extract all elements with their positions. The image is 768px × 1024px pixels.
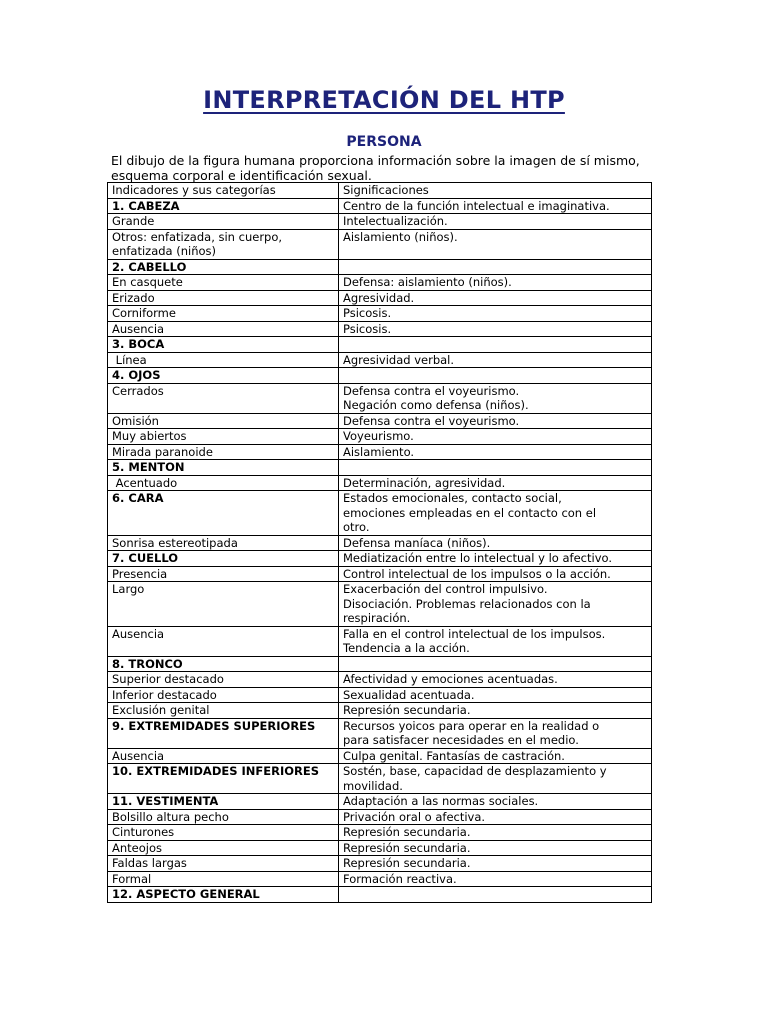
indicator-cell — [108, 429, 339, 445]
cell-line: Cinturones — [112, 825, 175, 839]
cell-line: Aislamiento. — [343, 444, 415, 459]
table-row — [108, 626, 652, 656]
meaning-cell — [339, 491, 652, 536]
indicator-cell — [108, 337, 339, 353]
cell-line — [343, 337, 647, 352]
indicator-cell — [108, 672, 339, 688]
cell-line: 6. CARA — [112, 491, 164, 505]
indicator-cell — [108, 748, 339, 764]
cell-line: Psicosis. — [343, 321, 392, 336]
table-row — [108, 444, 652, 460]
meaning-cell — [339, 259, 652, 275]
indicator-cell — [108, 290, 339, 306]
cell-line: Defensa contra el voyeurismo. — [343, 413, 520, 428]
category-row — [108, 718, 652, 748]
cell-line: Negación como defensa (niños). — [343, 398, 529, 412]
cell-line — [343, 368, 647, 383]
cell-line: Privación oral o afectiva. — [343, 809, 486, 824]
indicator-cell — [108, 840, 339, 856]
indicator-cell — [108, 703, 339, 719]
meaning-cell — [339, 535, 652, 551]
category-row — [108, 259, 652, 275]
meaning-cell — [339, 306, 652, 322]
meaning-cell — [339, 198, 652, 214]
header-indicators: Indicadores y sus categorías — [108, 183, 339, 199]
indicator-cell — [108, 214, 339, 230]
indicator-cell — [108, 491, 339, 536]
indicator-cell — [108, 275, 339, 291]
category-row — [108, 460, 652, 476]
indicator-cell — [108, 535, 339, 551]
meaning-cell — [339, 460, 652, 476]
table-row — [108, 475, 652, 491]
indicator-cell — [108, 229, 339, 259]
table-row — [108, 535, 652, 551]
cell-line: 10. EXTREMIDADES INFERIORES — [112, 764, 320, 778]
meaning-cell — [339, 748, 652, 764]
page-title-text: INTERPRETACIÓN DEL HTP — [203, 86, 565, 114]
cell-line: Corniforme — [112, 306, 176, 320]
cell-line — [343, 887, 647, 902]
cell-line: Omisión — [112, 413, 159, 428]
meaning-cell — [339, 275, 652, 291]
category-row — [108, 764, 652, 794]
meaning-cell — [339, 229, 652, 259]
table-row — [108, 290, 652, 306]
category-row — [108, 337, 652, 353]
cell-line: 8. TRONCO — [112, 656, 183, 671]
meaning-cell — [339, 566, 652, 582]
cell-line: Aislamiento (niños). — [343, 229, 458, 244]
cell-line: Determinación, agresividad. — [343, 475, 506, 490]
cell-line: Mediatización entre lo intelectual y lo afectivo. — [343, 551, 612, 565]
meaning-cell — [339, 871, 652, 887]
indicator-cell — [108, 582, 339, 627]
cell-line: 5. MENTON — [112, 460, 185, 474]
indicator-cell — [108, 566, 339, 582]
table-row — [108, 214, 652, 230]
indicator-cell — [108, 352, 339, 368]
cell-line: Ausencia — [112, 626, 165, 641]
cell-line: Exacerbación del control impulsivo. — [343, 582, 548, 596]
indicator-cell — [108, 794, 339, 810]
cell-line: Centro de la función intelectual e imaginativa. — [343, 198, 610, 213]
meaning-cell — [339, 656, 652, 672]
indicator-cell — [108, 551, 339, 567]
cell-line: En casquete — [112, 275, 183, 289]
interpretation-table — [107, 182, 652, 903]
category-row — [108, 491, 652, 536]
meaning-cell — [339, 368, 652, 384]
table-row — [108, 383, 652, 413]
cell-line: Bolsillo altura pecho — [112, 809, 229, 824]
cell-line: 2. CABELLO — [112, 259, 187, 274]
cell-line: Culpa genital. Fantasías de castración. — [343, 748, 565, 763]
indicator-cell — [108, 887, 339, 903]
table-row — [108, 672, 652, 688]
cell-line: Represión secundaria. — [343, 840, 471, 855]
indicator-cell — [108, 306, 339, 322]
meaning-cell — [339, 429, 652, 445]
indicator-cell — [108, 718, 339, 748]
meaning-cell — [339, 582, 652, 627]
meaning-cell — [339, 337, 652, 353]
table-row — [108, 825, 652, 841]
category-row — [108, 368, 652, 384]
meaning-cell — [339, 383, 652, 413]
cell-line: Represión secundaria. — [343, 825, 471, 839]
meaning-cell — [339, 551, 652, 567]
cell-line: Formación reactiva. — [343, 871, 457, 886]
cell-line: Formal — [112, 871, 152, 886]
table-row — [108, 275, 652, 291]
cell-line: Línea — [112, 352, 147, 367]
cell-line: Recursos yoicos para operar en la realidad o — [343, 718, 600, 733]
cell-line — [343, 657, 647, 672]
cell-line: Largo — [112, 582, 145, 596]
table-header-row — [108, 183, 652, 199]
meaning-cell — [339, 290, 652, 306]
cell-line: Adaptación a las normas sociales. — [343, 794, 539, 808]
indicator-cell — [108, 413, 339, 429]
meaning-cell — [339, 794, 652, 810]
cell-line: Erizado — [112, 290, 155, 305]
cell-line: Ausencia — [112, 748, 165, 763]
indicator-cell — [108, 475, 339, 491]
cell-line: para satisfacer necesidades en el medio. — [343, 733, 579, 747]
indicator-cell — [108, 383, 339, 413]
table-body — [108, 183, 652, 903]
indicator-cell — [108, 809, 339, 825]
meaning-cell — [339, 809, 652, 825]
table-row — [108, 703, 652, 719]
indicator-cell — [108, 460, 339, 476]
meaning-cell — [339, 764, 652, 794]
meaning-cell — [339, 214, 652, 230]
table-row — [108, 856, 652, 872]
cell-line: Tendencia a la acción. — [343, 641, 470, 655]
page-title — [0, 86, 768, 114]
indicator-cell — [108, 321, 339, 337]
cell-line: Sonrisa estereotipada — [112, 535, 238, 550]
indicator-cell — [108, 656, 339, 672]
cell-line: Sexualidad acentuada. — [343, 687, 475, 702]
table-row — [108, 321, 652, 337]
table-row — [108, 687, 652, 703]
cell-line: Presencia — [112, 566, 168, 581]
indicator-cell — [108, 198, 339, 214]
cell-line: 3. BOCA — [112, 337, 165, 351]
indicator-cell — [108, 687, 339, 703]
cell-line: Defensa maníaca (niños). — [343, 535, 491, 550]
cell-line: Agresividad verbal. — [343, 352, 455, 367]
cell-line: Anteojos — [112, 840, 162, 855]
cell-line: Grande — [112, 214, 155, 228]
category-row — [108, 198, 652, 214]
category-row — [108, 794, 652, 810]
cell-line: Exclusión genital — [112, 703, 210, 717]
meaning-cell — [339, 475, 652, 491]
indicator-cell — [108, 626, 339, 656]
meaning-cell — [339, 413, 652, 429]
meaning-cell — [339, 840, 652, 856]
meaning-cell — [339, 718, 652, 748]
section-subtitle: PERSONA — [346, 134, 422, 150]
cell-line: Represión secundaria. — [343, 703, 471, 717]
cell-line — [343, 260, 647, 275]
table-row — [108, 229, 652, 259]
cell-line: Mirada paranoide — [112, 444, 213, 459]
cell-line: Inferior destacado — [112, 687, 217, 702]
cell-line: 7. CUELLO — [112, 551, 179, 565]
category-row — [108, 551, 652, 567]
cell-line: Ausencia — [112, 321, 165, 336]
table-row — [108, 306, 652, 322]
cell-line: Psicosis. — [343, 306, 392, 320]
cell-line: 4. OJOS — [112, 368, 161, 382]
indicator-cell — [108, 856, 339, 872]
table-row — [108, 413, 652, 429]
cell-line: Intelectualización. — [343, 214, 448, 228]
cell-line: Faldas largas — [112, 856, 187, 870]
cell-line: 12. ASPECTO GENERAL — [112, 887, 260, 901]
indicator-cell — [108, 871, 339, 887]
cell-line: 1. CABEZA — [112, 198, 180, 213]
cell-line: movilidad. — [343, 778, 403, 793]
cell-line: Agresividad. — [343, 290, 415, 305]
cell-line: Superior destacado — [112, 672, 224, 686]
cell-line — [343, 460, 647, 475]
meaning-cell — [339, 352, 652, 368]
cell-line: 11. VESTIMENTA — [112, 794, 219, 808]
table-row — [108, 871, 652, 887]
table-row — [108, 352, 652, 368]
meaning-cell — [339, 856, 652, 872]
meaning-cell — [339, 626, 652, 656]
intro-paragraph: El dibujo de la figura humana proporciona información sobre la imagen de sí mismo, esquema corporal e identificación sexual. — [111, 153, 640, 183]
header-meanings: Significaciones — [339, 183, 652, 199]
cell-line: Defensa: aislamiento (niños). — [343, 275, 512, 289]
cell-line: otro. — [343, 520, 370, 534]
meaning-cell — [339, 703, 652, 719]
table-row — [108, 429, 652, 445]
indicator-cell — [108, 444, 339, 460]
table-row — [108, 840, 652, 856]
cell-line: enfatizada (niños) — [112, 244, 217, 258]
table-row — [108, 566, 652, 582]
meaning-cell — [339, 672, 652, 688]
cell-line: Afectividad y emociones acentuadas. — [343, 672, 558, 686]
cell-line: Acentuado — [112, 475, 178, 490]
cell-line: Otros: enfatizada, sin cuerpo, — [112, 229, 283, 244]
cell-line: Muy abiertos — [112, 429, 187, 443]
meaning-cell — [339, 887, 652, 903]
cell-line: Estados emocionales, contacto social, — [343, 491, 562, 505]
indicator-cell — [108, 825, 339, 841]
cell-line: Sostén, base, capacidad de desplazamiento y — [343, 764, 607, 778]
indicator-cell — [108, 259, 339, 275]
meaning-cell — [339, 321, 652, 337]
cell-line: Defensa contra el voyeurismo. — [343, 383, 520, 398]
meaning-cell — [339, 825, 652, 841]
table-row — [108, 748, 652, 764]
indicator-cell — [108, 368, 339, 384]
cell-line: respiración. — [343, 611, 411, 625]
cell-line: Cerrados — [112, 383, 164, 398]
category-row — [108, 656, 652, 672]
table-row — [108, 809, 652, 825]
meaning-cell — [339, 444, 652, 460]
cell-line: Control intelectual de los impulsos o la acción. — [343, 566, 611, 581]
cell-line: Represión secundaria. — [343, 856, 471, 870]
cell-line: Falla en el control intelectual de los impulsos. — [343, 626, 606, 641]
cell-line: 9. EXTREMIDADES SUPERIORES — [112, 718, 316, 733]
category-row — [108, 887, 652, 903]
cell-line: Voyeurismo. — [343, 429, 414, 443]
cell-line: Disociación. Problemas relacionados con la — [343, 596, 591, 611]
indicator-cell — [108, 764, 339, 794]
cell-line: emociones empleadas en el contacto con el — [343, 505, 597, 520]
table-row — [108, 582, 652, 627]
meaning-cell — [339, 687, 652, 703]
